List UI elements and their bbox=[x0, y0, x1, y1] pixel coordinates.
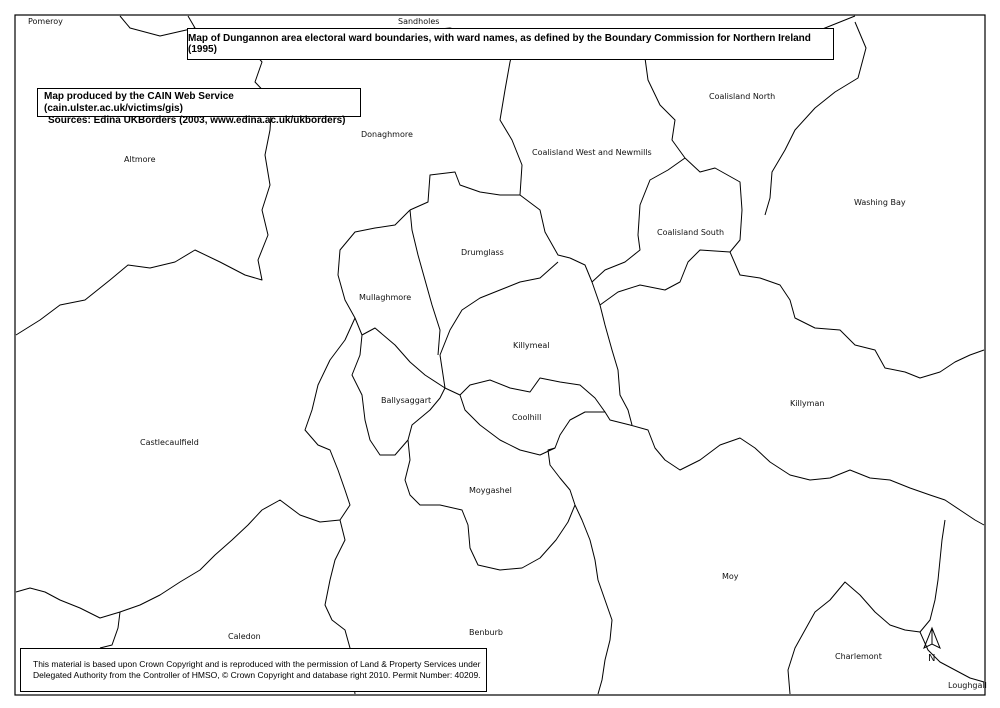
ward-label-coolhill: Coolhill bbox=[512, 413, 542, 422]
ward-label-washing-bay: Washing Bay bbox=[854, 198, 906, 207]
ward-label-mullaghmore: Mullaghmore bbox=[359, 293, 412, 302]
boundary-coolhill-south bbox=[460, 395, 630, 455]
credit-box bbox=[37, 88, 361, 126]
boundary-moygashel-east bbox=[548, 448, 575, 505]
boundary-mullaghmore bbox=[338, 210, 410, 335]
copyright-box bbox=[20, 648, 487, 692]
boundary-pomeroy-sandholes bbox=[120, 16, 195, 36]
boundary-killymeal-east bbox=[592, 282, 632, 425]
ward-label-castlecaulfield: Castlecaulfield bbox=[140, 438, 199, 447]
ward-label-killymeal: Killymeal bbox=[513, 341, 550, 350]
boundary-mullaghmore-ballysaggart bbox=[362, 328, 445, 388]
boundary-coolhill bbox=[445, 378, 605, 412]
boundary-castlecaulfield-south bbox=[16, 500, 340, 618]
ward-label-ballysaggart: Ballysaggart bbox=[381, 396, 432, 405]
credit-line-2: Sources: Edina UKBorders (2003, www.edina.ac.uk/ukborders) bbox=[48, 115, 346, 126]
ward-label-coalisland-south: Coalisland South bbox=[657, 228, 725, 237]
boundary-castlecaulfield-west bbox=[305, 318, 355, 520]
ward-label-coalisland-north: Coalisland North bbox=[709, 92, 776, 101]
copyright-line-2: Delegated Authority from the Controller of HMSO, © Crown Copyright and database right 2010. Permit Number: 40209. bbox=[33, 670, 481, 680]
boundary-washing-bay-killyman bbox=[730, 252, 984, 378]
boundary-ballysaggart bbox=[352, 335, 445, 455]
map-title: Map of Dungannon area electoral ward boundaries, with ward names, as defined by the Boundary Commission for Northern Ireland (1995) bbox=[188, 33, 811, 55]
ward-label-loughgall: Loughgall bbox=[948, 681, 987, 690]
ward-label-drumglass: Drumglass bbox=[461, 248, 504, 257]
ward-label-altmore: Altmore bbox=[124, 155, 156, 164]
map-title-box bbox=[187, 28, 834, 60]
ward-label-pomeroy: Pomeroy bbox=[28, 17, 63, 26]
credit-line-1: Map produced by the CAIN Web Service (cain.ulster.ac.uk/victims/gis) bbox=[44, 91, 234, 114]
boundary-drumglass bbox=[410, 172, 520, 210]
copyright-line-1: This material is based upon Crown Copyright and is reproduced with the permission of Land & Property Services under bbox=[33, 659, 481, 669]
ward-label-killyman: Killyman bbox=[790, 399, 825, 408]
ward-label-moy: Moy bbox=[722, 572, 739, 581]
boundary-killyman-south bbox=[630, 425, 984, 525]
ward-label-caledon: Caledon bbox=[228, 632, 261, 641]
boundary-benburb-east bbox=[575, 505, 612, 694]
ward-label-donaghmore: Donaghmore bbox=[361, 130, 413, 139]
ward-label-sandholes: Sandholes bbox=[398, 17, 440, 26]
north-arrow-label: N bbox=[928, 653, 936, 664]
boundary-coalisland-south-west bbox=[570, 158, 685, 282]
boundary-drumglass-west bbox=[410, 210, 440, 355]
ward-label-coalisland-west-newmills: Coalisland West and Newmills bbox=[532, 148, 652, 157]
ward-label-benburb: Benburb bbox=[469, 628, 503, 637]
ward-label-moygashel: Moygashel bbox=[469, 486, 512, 495]
boundary-charlemont bbox=[788, 520, 945, 694]
ward-label-charlemont: Charlemont bbox=[835, 652, 882, 661]
